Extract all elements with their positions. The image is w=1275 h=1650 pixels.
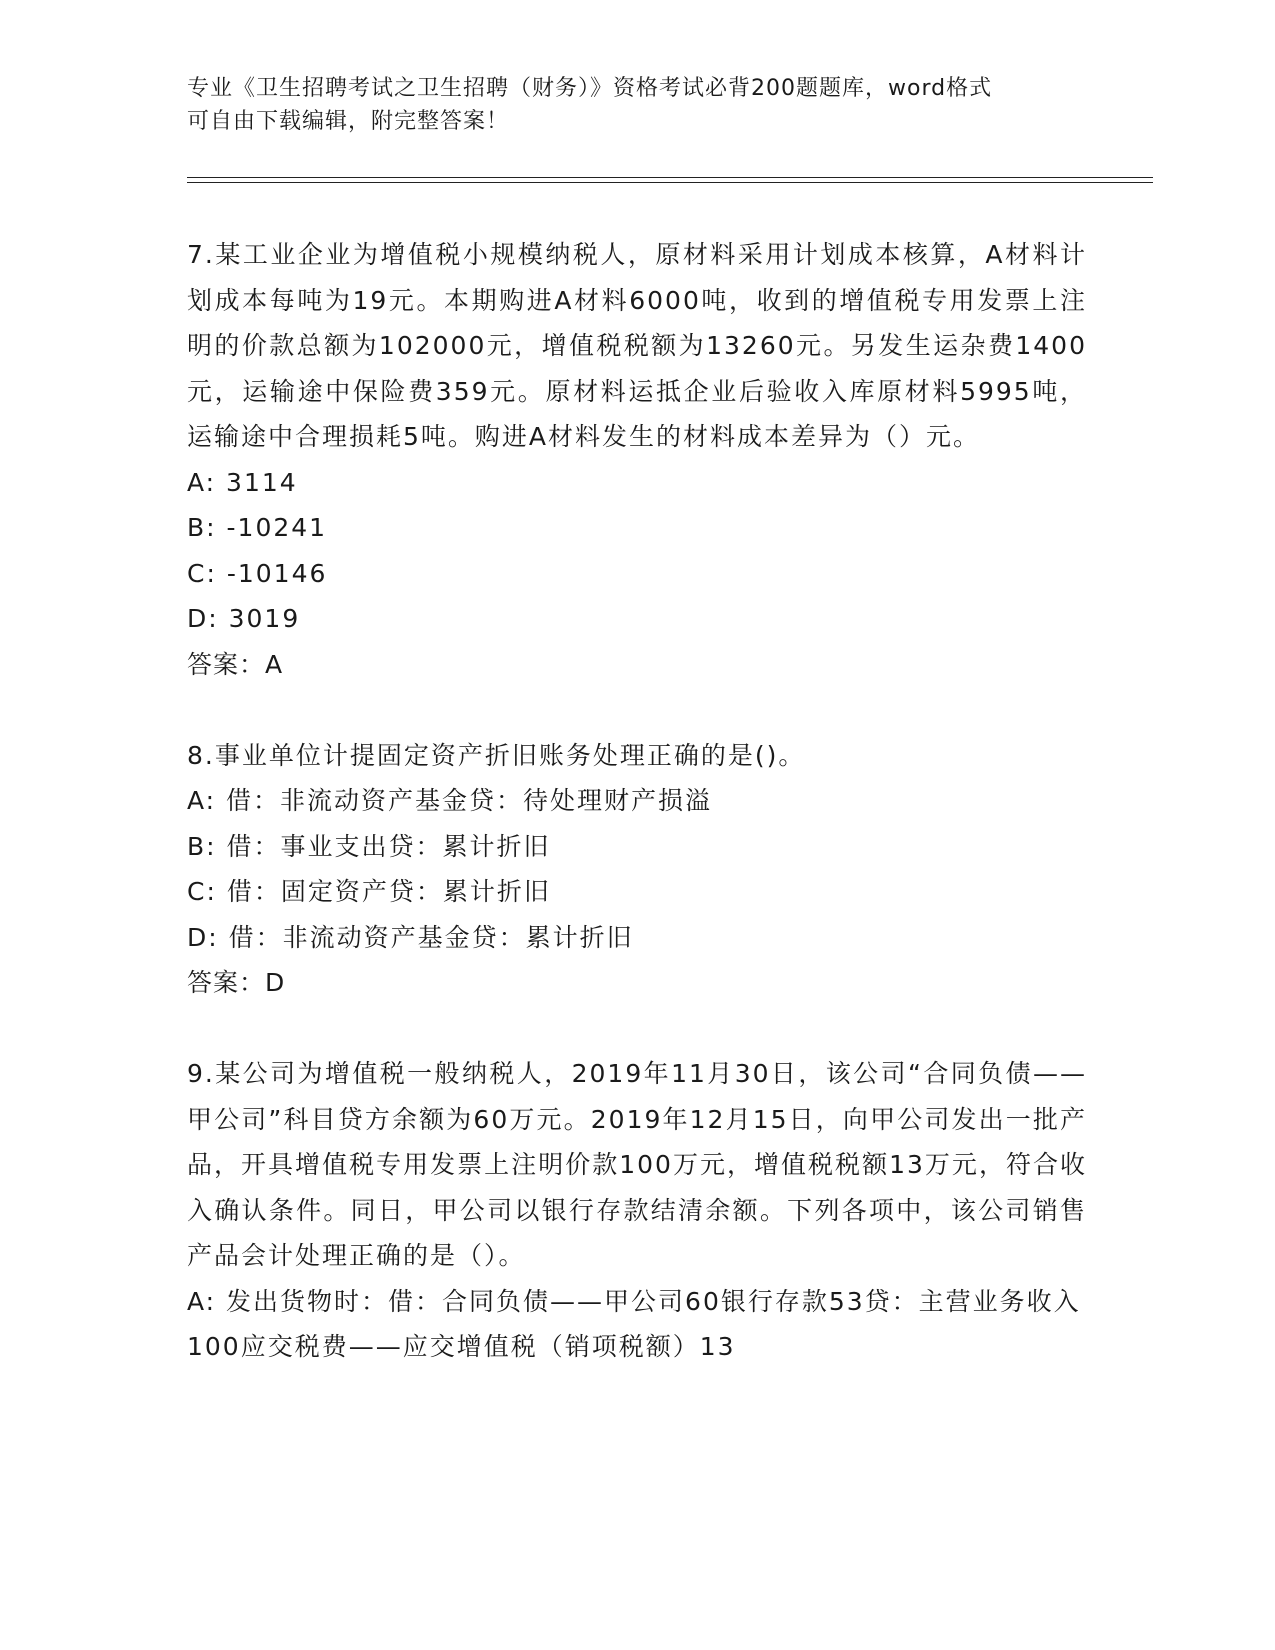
answer-label: 答案：D: [187, 968, 286, 997]
option-b: B: -10241: [187, 513, 328, 542]
option-a: A: 3114: [187, 467, 298, 497]
answer-label: 答案：A: [187, 649, 284, 679]
question-stem: 7.某工业企业为增值税小规模纳税人，原材料采用计划成本核算，A材料计划成本每吨为19元。本期购进A材料6000吨，收到的增值税专用发票上注明的价款总额为102000元，增值税税额为13260元。另发生运杂费1400元，运输途中保险费359元。原材料运抵企业后验收入库原材料5995吨，运输途中合理损耗5吨。购进A材料发生的材料成本差异为（）元。: [187, 240, 1087, 451]
question-8: [187, 733, 1087, 1006]
option-d: D: 3019: [187, 604, 301, 633]
header-divider-bottom: [187, 182, 1153, 183]
option-c: C: -10146: [187, 558, 328, 588]
option-c: C: 借：固定资产贷：累计折旧: [187, 877, 551, 906]
option-a: A: 发出货物时：借：合同负债——甲公司60银行存款53贷：主营业务收入100应交税费——应交增值税（销项税额）13: [187, 1286, 1081, 1361]
header-line-1: 专业《卫生招聘考试之卫生招聘（财务）》资格考试必背200题题库，word格式: [187, 76, 993, 101]
header-divider-top: [187, 177, 1153, 178]
question-spacer: [187, 687, 1087, 733]
option-d: D: 借：非流动资产基金贷：累计折旧: [187, 922, 634, 952]
header-line-2: 可自由下载编辑，附完整答案！: [187, 109, 510, 134]
question-list: [187, 232, 1087, 1370]
question-9: [187, 1051, 1087, 1370]
question-stem: 8.事业单位计提固定资产折旧账务处理正确的是()。: [187, 740, 806, 770]
document-header: [187, 72, 1067, 138]
option-a: A: 借：非流动资产基金贷：待处理财产损溢: [187, 786, 713, 815]
question-7: [187, 232, 1087, 687]
question-stem: 9.某公司为增值税一般纳税人，2019年11月30日，该公司“合同负债——甲公司”科目贷方余额为60万元。2019年12月15日，向甲公司发出一批产品，开具增值税专用发票上注明价款100万元，增值税税额13万元，符合收入确认条件。同日，甲公司以银行存款结清余额。下列各项中，该公司销售产品会计处理正确的是（）。: [187, 1059, 1087, 1270]
question-spacer: [187, 1006, 1087, 1052]
option-b: B: 借：事业支出贷：累计折旧: [187, 831, 551, 861]
